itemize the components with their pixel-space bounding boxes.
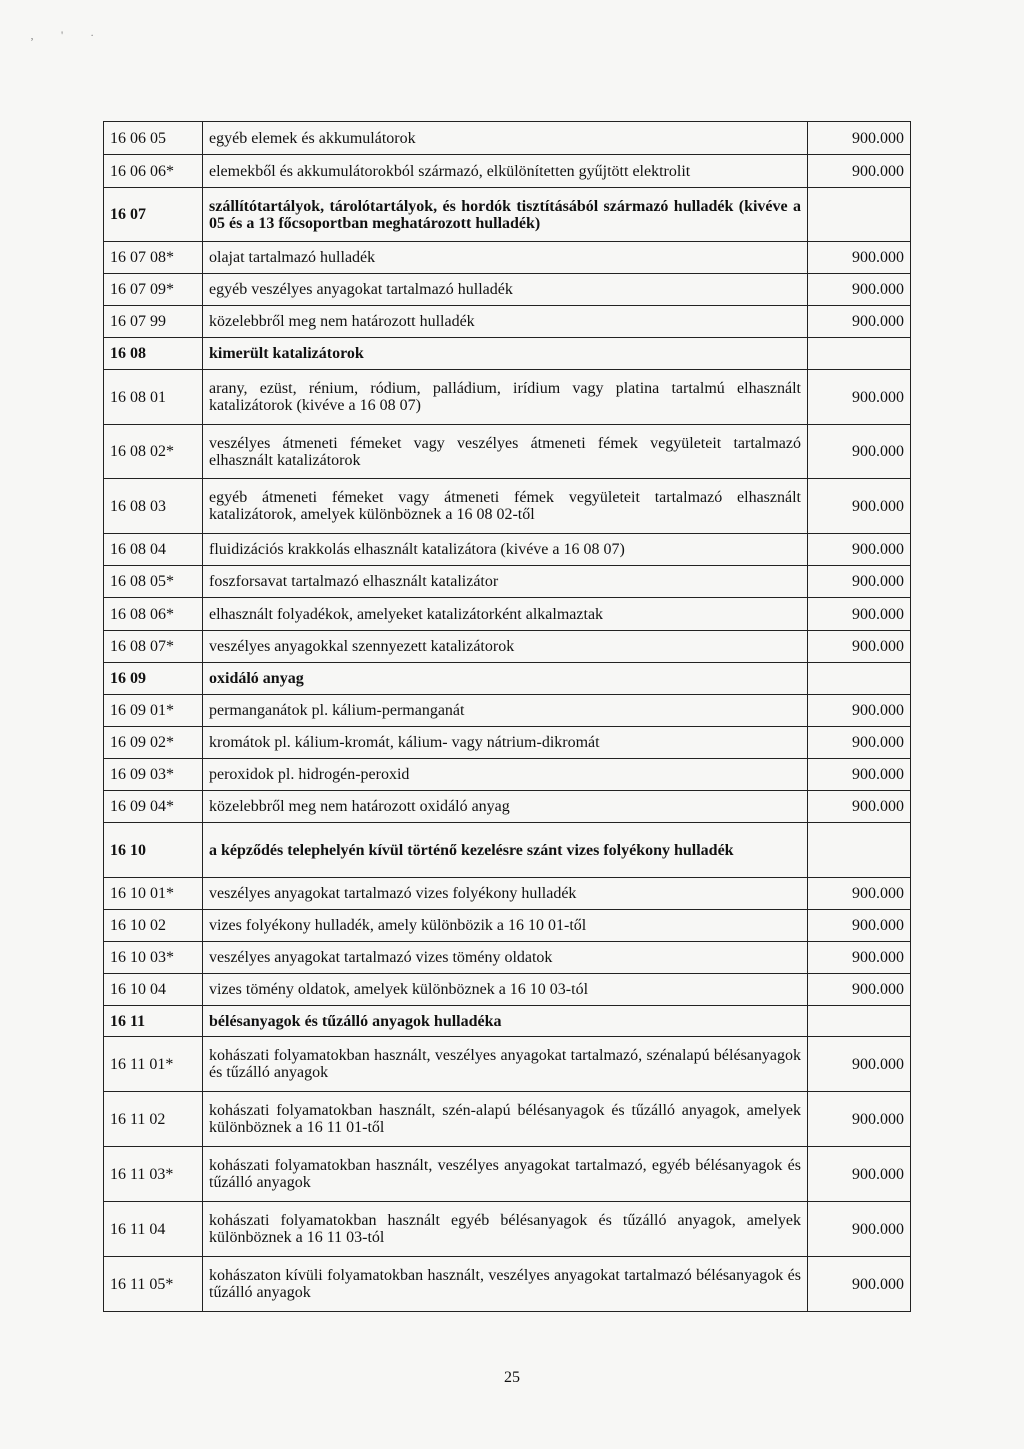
table-row [104,242,911,274]
table-row [104,566,911,598]
description-cell: közelebbről meg nem határozott hulladék [203,306,808,338]
group-row [104,823,911,878]
description-cell: olajat tartalmazó hulladék [203,242,808,274]
amount-cell: 900.000 [808,695,911,727]
description-cell: elemekből és akkumulátorokból származó, elkülönítetten gyűjtött elektrolit [203,155,808,188]
table-row [104,598,911,631]
table-row [104,1257,911,1312]
description-cell: bélésanyagok és tűzálló anyagok hulladéka [203,1006,808,1037]
amount-cell: 900.000 [808,878,911,910]
amount-cell: 900.000 [808,274,911,306]
amount-cell [808,663,911,695]
amount-cell: 900.000 [808,759,911,791]
scan-marks: ‚ ' · [30,28,107,42]
amount-cell: 900.000 [808,242,911,274]
amount-cell: 900.000 [808,306,911,338]
description-cell: veszélyes anyagokat tartalmazó vizes folyékony hulladék [203,878,808,910]
description-cell: kimerült katalizátorok [203,338,808,370]
description-cell: kohászati folyamatokban használt, szén-alapú bélésanyagok és tűzálló anyagok, amelyek különböznek a 16 11 01-től [203,1092,808,1147]
table-row [104,759,911,791]
waste-code-table [103,121,911,1312]
amount-cell: 900.000 [808,1092,911,1147]
code-cell: 16 10 04 [104,974,203,1006]
amount-cell: 900.000 [808,122,911,155]
amount-cell: 900.000 [808,1147,911,1202]
amount-cell: 900.000 [808,942,911,974]
description-cell: egyéb elemek és akkumulátorok [203,122,808,155]
amount-cell: 900.000 [808,425,911,479]
description-cell: közelebbről meg nem határozott oxidáló anyag [203,791,808,823]
code-cell: 16 08 03 [104,479,203,534]
description-cell: kohászati folyamatokban használt egyéb bélésanyagok és tűzálló anyagok, amelyek különböznek a 16 11 03-tól [203,1202,808,1257]
description-cell: kromátok pl. kálium-kromát, kálium- vagy nátrium-dikromát [203,727,808,759]
description-cell: elhasznált folyadékok, amelyeket katalizátorként alkalmaztak [203,598,808,631]
table-row [104,974,911,1006]
description-cell: permanganátok pl. kálium-permanganát [203,695,808,727]
amount-cell: 900.000 [808,155,911,188]
amount-cell [808,188,911,242]
table-row [104,942,911,974]
amount-cell: 900.000 [808,534,911,566]
amount-cell: 900.000 [808,1037,911,1092]
code-cell: 16 11 01* [104,1037,203,1092]
amount-cell: 900.000 [808,631,911,663]
amount-cell: 900.000 [808,598,911,631]
code-cell: 16 08 06* [104,598,203,631]
code-cell: 16 07 [104,188,203,242]
description-cell: kohászati folyamatokban használt, veszélyes anyagokat tartalmazó, egyéb bélésanyagok és tűzálló anyagok [203,1147,808,1202]
table-row [104,155,911,188]
code-cell: 16 08 07* [104,631,203,663]
amount-cell: 900.000 [808,370,911,425]
table-row [104,727,911,759]
code-cell: 16 09 04* [104,791,203,823]
table-row [104,1147,911,1202]
amount-cell: 900.000 [808,1202,911,1257]
description-cell: veszélyes anyagokat tartalmazó vizes tömény oldatok [203,942,808,974]
code-cell: 16 08 02* [104,425,203,479]
page-number: 25 [504,1369,520,1386]
description-cell: veszélyes anyagokkal szennyezett katalizátorok [203,631,808,663]
code-cell: 16 11 04 [104,1202,203,1257]
amount-cell [808,338,911,370]
amount-cell: 900.000 [808,910,911,942]
code-cell: 16 07 09* [104,274,203,306]
description-cell: foszforsavat tartalmazó elhasznált katalizátor [203,566,808,598]
group-row [104,1006,911,1037]
group-row [104,338,911,370]
description-cell: egyéb veszélyes anyagokat tartalmazó hulladék [203,274,808,306]
table-row [104,274,911,306]
description-cell: vizes tömény oldatok, amelyek különböznek a 16 10 03-tól [203,974,808,1006]
table-row [104,534,911,566]
code-cell: 16 06 06* [104,155,203,188]
table-row [104,1202,911,1257]
table-row [104,306,911,338]
description-cell: veszélyes átmeneti fémeket vagy veszélyes átmeneti fémek vegyületeit tartalmazó elhasznált katalizátorok [203,425,808,479]
code-cell: 16 11 [104,1006,203,1037]
amount-cell: 900.000 [808,974,911,1006]
code-cell: 16 11 05* [104,1257,203,1312]
amount-cell: 900.000 [808,791,911,823]
description-cell: kohászaton kívüli folyamatokban használt, veszélyes anyagokat tartalmazó bélésanyagok és tűzálló anyagok [203,1257,808,1312]
table-row [104,878,911,910]
table-row [104,1092,911,1147]
table-row [104,122,911,155]
code-cell: 16 09 02* [104,727,203,759]
description-cell: vizes folyékony hulladék, amely különbözik a 16 10 01-től [203,910,808,942]
table-row [104,791,911,823]
table-row [104,1037,911,1092]
code-cell: 16 06 05 [104,122,203,155]
table-body [104,122,911,1312]
code-cell: 16 07 99 [104,306,203,338]
amount-cell: 900.000 [808,566,911,598]
table-row [104,425,911,479]
code-cell: 16 08 01 [104,370,203,425]
code-cell: 16 08 04 [104,534,203,566]
description-cell: fluidizációs krakkolás elhasznált katalizátora (kivéve a 16 08 07) [203,534,808,566]
amount-cell: 900.000 [808,727,911,759]
table-row [104,631,911,663]
table-row [104,370,911,425]
amount-cell: 900.000 [808,479,911,534]
description-cell: peroxidok pl. hidrogén-peroxid [203,759,808,791]
table-row [104,695,911,727]
table-row [104,479,911,534]
description-cell: a képződés telephelyén kívül történő kezelésre szánt vizes folyékony hulladék [203,823,808,878]
description-cell: egyéb átmeneti fémeket vagy átmeneti fémek vegyületeit tartalmazó elhasznált katalizátorok, amelyek különböznek a 16 08 02-től [203,479,808,534]
code-cell: 16 10 03* [104,942,203,974]
code-cell: 16 09 01* [104,695,203,727]
code-cell: 16 09 [104,663,203,695]
code-cell: 16 09 03* [104,759,203,791]
amount-cell [808,823,911,878]
description-cell: arany, ezüst, rénium, ródium, palládium, irídium vagy platina tartalmú elhasznált katalizátorok (kivéve a 16 08 07) [203,370,808,425]
code-cell: 16 07 08* [104,242,203,274]
code-cell: 16 10 [104,823,203,878]
code-cell: 16 10 02 [104,910,203,942]
group-row [104,188,911,242]
code-cell: 16 11 03* [104,1147,203,1202]
code-cell: 16 08 05* [104,566,203,598]
code-cell: 16 11 02 [104,1092,203,1147]
description-cell: szállítótartályok, tárolótartályok, és hordók tisztításából származó hulladék (kivéve a 05 és a 13 főcsoportban meghatározott hulladék) [203,188,808,242]
table-row [104,910,911,942]
amount-cell [808,1006,911,1037]
description-cell: kohászati folyamatokban használt, veszélyes anyagokat tartalmazó, szénalapú bélésanyagok és tűzálló anyagok [203,1037,808,1092]
description-cell: oxidáló anyag [203,663,808,695]
code-cell: 16 10 01* [104,878,203,910]
group-row [104,663,911,695]
amount-cell: 900.000 [808,1257,911,1312]
code-cell: 16 08 [104,338,203,370]
